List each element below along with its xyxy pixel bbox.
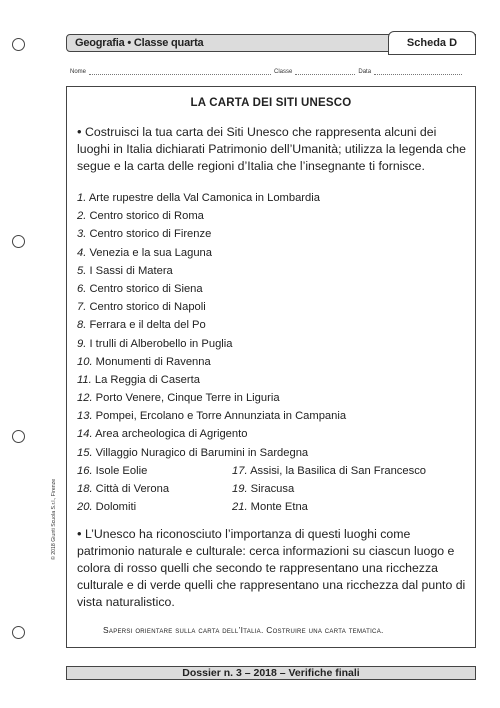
binder-hole-2	[12, 235, 25, 248]
intro-paragraph	[77, 123, 467, 175]
worksheet-card	[66, 86, 476, 648]
list-item: 11. La Reggia di Caserta	[77, 373, 200, 386]
list-item: 10. Monumenti di Ravenna	[77, 355, 211, 368]
bullet-icon: •	[77, 124, 82, 139]
classe-label: Classe	[274, 69, 293, 75]
list-item: 14. Area archeologica di Agrigento	[77, 428, 248, 441]
list-item: 2. Centro storico di Roma	[77, 210, 204, 223]
list-item: 18. Città di Verona	[77, 483, 170, 495]
data-label: Data	[358, 69, 372, 75]
list-item: 1. Arte rupestre della Val Camonica in Lombardia	[77, 192, 320, 204]
nome-field[interactable]	[89, 68, 271, 75]
list-item: 3. Centro storico di Firenze	[77, 228, 212, 241]
binder-hole-1	[12, 38, 25, 51]
nome-label: Nome	[70, 69, 87, 75]
task-paragraph	[77, 525, 467, 611]
binder-hole-4	[12, 626, 25, 639]
worksheet-title: LA CARTA DEI SITI UNESCO	[190, 97, 352, 109]
list-item: 9. I trulli di Alberobello in Puglia	[77, 337, 233, 350]
list-item: 4. Venezia e la sua Laguna	[77, 246, 212, 259]
intro-text: Costruisci la tua carta dei Siti Unesco che rappresenta alcuni dei luoghi in Italia dichiarati Patrimonio dell’Umanità; utilizza la legenda che segue e la carta delle regioni d’Italia che l’insegnante ti fornisce.	[77, 125, 466, 173]
list-row-pair	[77, 498, 467, 516]
list-item: 16. Isole Eolie	[77, 464, 148, 477]
list-item: 13. Pompei, Ercolano e Torre Annunziata in Campania	[77, 410, 347, 423]
list-item: 19. Siracusa	[232, 483, 295, 495]
footer-bar: Dossier n. 3 – 2018 – Verifiche finali	[66, 666, 476, 680]
list-item: 21. Monte Etna	[232, 501, 308, 514]
sites-list	[77, 189, 467, 516]
task-text: L’Unesco ha riconosciuto l’importanza di questi luoghi come patrimonio naturale e culturale: cerca informazioni su ciascun luogo e colora di rosso quelli che secondo te rappresentano una ricchezza culturale e di verde quelli che rappresentano una ricchezza dal punto di vista naturalistico.	[77, 527, 466, 609]
list-item: 20. Dolomiti	[77, 501, 137, 514]
data-field[interactable]	[374, 68, 462, 75]
classe-field[interactable]	[295, 68, 355, 75]
list-row-pair	[77, 462, 467, 480]
list-item: 6. Centro storico di Siena	[77, 282, 203, 295]
copyright-credit: © 2018 Giunti Scuola S.r.l., Firenze	[51, 478, 57, 560]
list-row-pair	[77, 480, 467, 498]
bullet-icon: •	[77, 526, 82, 541]
scheda-tab: Scheda D	[388, 31, 476, 55]
learning-objective: Sapersi orientare sulla carta dell’Italia. Costruire una carta tematica.	[103, 625, 384, 635]
student-fields	[70, 68, 476, 75]
binder-hole-3	[12, 430, 25, 443]
list-item: 15. Villaggio Nuragico di Barumini in Sardegna	[77, 446, 309, 459]
list-item: 12. Porto Venere, Cinque Terre in Liguria	[77, 392, 280, 405]
list-item: 8. Ferrara e il delta del Po	[77, 319, 206, 332]
list-item: 5. I Sassi di Matera	[77, 264, 173, 277]
header-bar	[66, 34, 476, 52]
list-item: 7. Centro storico di Napoli	[77, 301, 206, 314]
list-item: 17. Assisi, la Basilica di San Francesco	[232, 464, 427, 477]
header-subject: Geografia • Classe quarta	[75, 37, 204, 49]
